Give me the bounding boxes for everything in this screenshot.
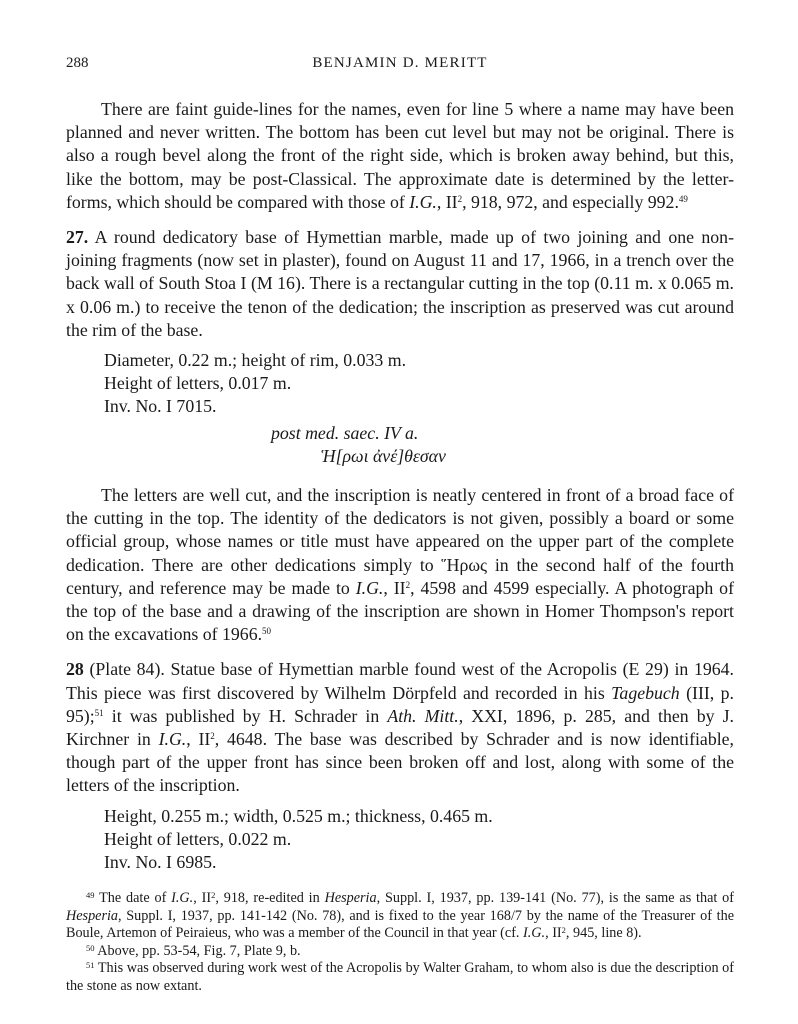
inscription-block <box>271 422 734 468</box>
footnote-ref: 49 <box>678 193 688 204</box>
entry-28-paragraph: 28 (Plate 84). Statue base of Hymettian marble found west of the Acropolis (E 29) in 1964. This piece was first discovered by Wilhelm Dörpfeld and recorded in his Tagebuch (III, p. 95);$^{51}$ it was published by H. Schrader in Ath. Mitt., XXI, 1896, p. 285, and then by J. Kirchner in I.G., $II^2$, 4648. The base was described by Schrader and is now identifiable, though part of the upper front has since been broken off and lost, along with some of the letters of the inscription. <box>66 659 734 796</box>
entry-27-discussion: The letters are well cut, and the inscription is neatly centered in front of a broad face of the cutting in the top. The identity of the dedicators is not given, possibly a board or some official group, whose names or title must have appeared on the upper part of the complete dedication. There are other dedications simply to Ἥρως in the second half of the fourth century, and reference may be made to I.G., $II^2$, 4598 and 4599 especially. A photograph of the top of the base and a drawing of the inscription are shown in Homer Thompson's report on the excavations of 1966.50 <box>66 485 734 645</box>
entry-27-specs <box>104 349 734 419</box>
spec-line: Diameter, 0.22 m.; height of rim, 0.033 m. <box>104 350 407 371</box>
spec-line: Height, 0.255 m.; width, 0.525 m.; thickness, 0.465 m. <box>104 805 493 826</box>
page-number: 288 <box>66 55 89 71</box>
inscription-text: Ἡ[ρωι ἀνέ]θεσαν <box>321 445 446 466</box>
page-header <box>66 52 734 76</box>
entry-number: 27. <box>66 227 89 248</box>
inscription-date: post med. saec. IV a. <box>271 422 419 443</box>
footnote-50: $^{50}$ Above, pp. 53-54, Fig. 7, Plate 9, b. <box>86 942 301 959</box>
running-head: BENJAMIN D. MERITT <box>312 55 488 71</box>
entry-number: 28 <box>66 659 84 680</box>
spec-line: Inv. No. I 6985. <box>104 852 217 873</box>
footnote-ref: 51 <box>94 707 104 718</box>
footnote-ref: 50 <box>262 626 272 637</box>
intro-paragraph: There are faint guide-lines for the names, even for line 5 where a name may have been planned and never written. The bottom has been cut level but may not be original. There is also a rough bevel along the front of the right side, which is broken away behind, but this, like the bottom, may be post-Classical. The approximate date is determined by the letter-forms, which should be compared with those of I.G., $II^2$, 918, 972, and especially 992.49 <box>66 99 734 212</box>
spec-line: Inv. No. I 7015. <box>104 396 217 417</box>
entry-27-paragraph: 27. A round dedicatory base of Hymettian marble, made up of two joining and one non-joining fragments (now set in plaster), found on August 11 and 17, 1966, in a trench over the back wall of South Stoa I (M 16). There is a rectangular cutting in the top (0.11 m. x 0.065 m. x 0.06 m.) to receive the tenon of the dedication; the inscription as preserved was cut around the rim of the base. <box>66 227 734 340</box>
entry-28-specs <box>104 805 734 875</box>
footnote-51: $^{51}$ This was observed during work west of the Acropolis by Walter Graham, to whom also is due the description of the stone as now extant. <box>66 960 734 994</box>
page <box>66 52 734 995</box>
footnote-49: $^{49}$ The date of I.G., II$^2$, 918, re-edited in Hesperia, Suppl. I, 1937, pp. 139-141 (No. 77), is the same as that of Hesperia, Suppl. I, 1937, pp. 141-142 (No. 78), and is fixed to the year 168/7 by the name of the Treasurer of the Boule, Artemon of Peiraieus, who was a member of the Council in that year (cf. I.G., II$^2$, 945, line 8). <box>66 890 735 942</box>
spec-line: Height of letters, 0.022 m. <box>104 828 292 849</box>
footnotes <box>66 890 734 995</box>
spec-line: Height of letters, 0.017 m. <box>104 373 292 394</box>
